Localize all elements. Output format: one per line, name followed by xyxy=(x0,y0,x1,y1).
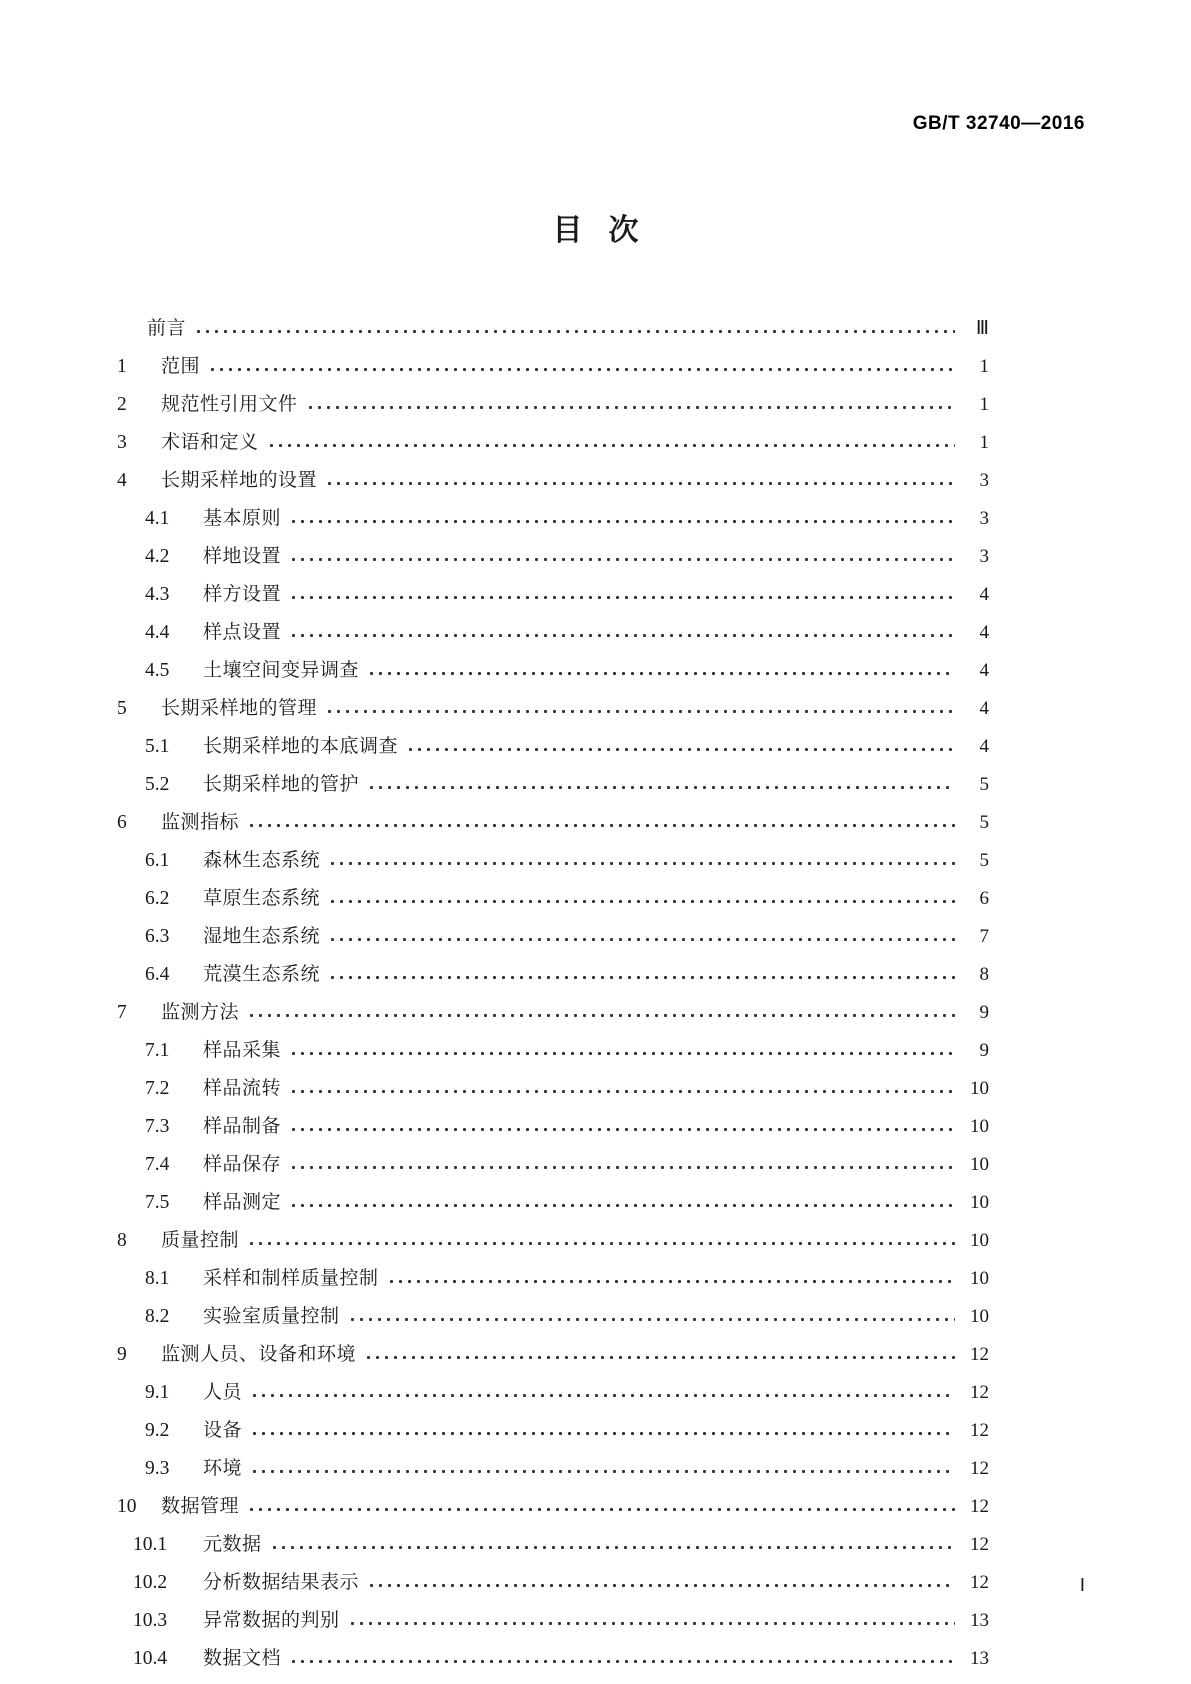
toc-entry-number: 7.2 xyxy=(145,1077,170,1099)
toc-entry-page: 12 xyxy=(970,1496,989,1517)
toc-entry-number: 4.2 xyxy=(145,545,170,567)
toc-leader-dots xyxy=(269,443,955,448)
toc-leader-dots xyxy=(327,481,955,486)
toc-entry-number: 7.5 xyxy=(145,1191,170,1213)
toc-entry-page: 9 xyxy=(979,1040,989,1061)
toc-entry-page: 4 xyxy=(979,622,989,643)
toc-entry-page: 12 xyxy=(970,1382,989,1403)
toc-entry-page: 5 xyxy=(979,850,989,871)
toc-leader-dots xyxy=(291,1165,955,1170)
toc-leader-dots xyxy=(308,405,955,410)
toc-entry[interactable] xyxy=(117,528,989,566)
toc-entry[interactable] xyxy=(117,1516,989,1554)
toc-entry-label: 异常数据的判别 xyxy=(203,1609,340,1631)
toc-entry[interactable] xyxy=(117,414,989,452)
toc-leader-dots xyxy=(249,1013,955,1018)
toc-entry-page: 12 xyxy=(970,1344,989,1365)
toc-entry-number: 6 xyxy=(117,811,127,833)
toc-leader-dots xyxy=(272,1545,955,1550)
toc-entry-label: 样点设置 xyxy=(203,621,282,643)
toc-entry-label: 基本原则 xyxy=(203,507,282,529)
toc-entry-number: 4.1 xyxy=(145,507,170,529)
toc-entry-page: 10 xyxy=(970,1268,989,1289)
toc-leader-dots xyxy=(252,1431,955,1436)
toc-entry[interactable] xyxy=(117,946,989,984)
toc-entry-page: 3 xyxy=(979,508,989,529)
toc-entry-label: 设备 xyxy=(203,1419,243,1441)
toc-entry-number: 6.2 xyxy=(145,887,170,909)
toc-entry-page: 12 xyxy=(970,1534,989,1555)
toc-leader-dots xyxy=(249,823,955,828)
toc-leader-dots xyxy=(291,633,955,638)
toc-leader-dots xyxy=(330,861,955,866)
toc-entry-label: 森林生态系统 xyxy=(203,849,321,871)
toc-entry-label: 长期采样地的管理 xyxy=(161,697,318,719)
toc-entry-number: 5 xyxy=(117,697,127,719)
footer-page-number: Ⅰ xyxy=(1079,1575,1085,1595)
toc-entry[interactable] xyxy=(117,566,989,604)
toc-entry[interactable] xyxy=(117,452,989,490)
toc-entry-page: 10 xyxy=(970,1078,989,1099)
toc-entry[interactable] xyxy=(117,1364,989,1402)
toc-leader-dots xyxy=(291,519,955,524)
toc-leader-dots xyxy=(330,899,955,904)
toc-entry[interactable] xyxy=(117,756,989,794)
toc-entry[interactable] xyxy=(117,604,989,642)
toc-entry-number: 10 xyxy=(117,1495,137,1517)
toc-leader-dots xyxy=(196,329,955,334)
toc-entry-number: 8.2 xyxy=(145,1305,170,1327)
toc-entry[interactable] xyxy=(117,1212,989,1250)
toc-entry[interactable] xyxy=(117,490,989,528)
toc-entry-number: 4.4 xyxy=(145,621,170,643)
toc-entry[interactable] xyxy=(117,1592,989,1630)
toc-entry-label: 湿地生态系统 xyxy=(203,925,321,947)
toc-entry-page: 5 xyxy=(979,774,989,795)
toc-entry-page: 13 xyxy=(970,1610,989,1631)
toc-entry-page: 4 xyxy=(979,660,989,681)
toc-entry[interactable] xyxy=(117,718,989,756)
toc-entry-label: 数据文档 xyxy=(203,1647,282,1669)
toc-entry-label: 范围 xyxy=(161,355,201,377)
toc-entry[interactable] xyxy=(117,1630,989,1668)
toc-entry[interactable] xyxy=(117,1554,989,1592)
toc-entry-page: 10 xyxy=(970,1306,989,1327)
toc-leader-dots xyxy=(291,1659,955,1664)
toc-entry-label: 监测指标 xyxy=(161,811,240,833)
toc-entry-number: 1 xyxy=(117,355,127,377)
table-of-contents xyxy=(117,300,989,1668)
toc-entry-page: 12 xyxy=(970,1572,989,1593)
toc-leader-dots xyxy=(291,1051,955,1056)
toc-leader-dots xyxy=(252,1469,955,1474)
toc-entry[interactable] xyxy=(117,1022,989,1060)
toc-entry-number: 10.2 xyxy=(133,1571,168,1593)
toc-entry-label: 监测人员、设备和环境 xyxy=(161,1343,357,1365)
toc-entry-page: 10 xyxy=(970,1116,989,1137)
toc-entry-label: 长期采样地的本底调查 xyxy=(203,735,399,757)
toc-entry[interactable] xyxy=(117,1098,989,1136)
toc-leader-dots xyxy=(210,367,955,372)
toc-entry[interactable] xyxy=(117,1060,989,1098)
toc-entry-label: 样地设置 xyxy=(203,545,282,567)
toc-entry-page: 1 xyxy=(979,432,989,453)
toc-entry-number: 4.5 xyxy=(145,659,170,681)
toc-entry-number: 8 xyxy=(117,1229,127,1251)
toc-entry[interactable] xyxy=(117,338,989,376)
toc-leader-dots xyxy=(389,1279,955,1284)
toc-entry-number: 3 xyxy=(117,431,127,453)
toc-entry-number: 9.1 xyxy=(145,1381,170,1403)
toc-entry[interactable] xyxy=(117,1440,989,1478)
toc-entry-label: 样品制备 xyxy=(203,1115,282,1137)
toc-entry-page: 1 xyxy=(979,356,989,377)
toc-entry-label: 样品采集 xyxy=(203,1039,282,1061)
toc-entry-label: 样品测定 xyxy=(203,1191,282,1213)
toc-leader-dots xyxy=(291,1089,955,1094)
toc-entry-number: 5.1 xyxy=(145,735,170,757)
toc-entry-number: 6.4 xyxy=(145,963,170,985)
toc-leader-dots xyxy=(369,671,955,676)
toc-entry-page: 12 xyxy=(970,1458,989,1479)
toc-entry-label: 数据管理 xyxy=(161,1495,240,1517)
toc-leader-dots xyxy=(291,1203,955,1208)
toc-entry-page: 4 xyxy=(979,698,989,719)
toc-entry[interactable] xyxy=(117,1136,989,1174)
toc-leader-dots xyxy=(369,1583,955,1588)
toc-entry-label: 规范性引用文件 xyxy=(161,393,298,415)
toc-entry-label: 样方设置 xyxy=(203,583,282,605)
toc-entry[interactable] xyxy=(117,1478,989,1516)
toc-entry[interactable] xyxy=(117,1326,989,1364)
toc-entry-page: 3 xyxy=(979,546,989,567)
toc-entry-number: 10.1 xyxy=(133,1533,168,1555)
toc-entry-page: 1 xyxy=(979,394,989,415)
toc-entry-number: 8.1 xyxy=(145,1267,170,1289)
toc-entry[interactable] xyxy=(117,1250,989,1288)
toc-entry-label: 质量控制 xyxy=(161,1229,240,1251)
toc-entry-label: 分析数据结果表示 xyxy=(203,1571,360,1593)
toc-entry[interactable] xyxy=(117,984,989,1022)
toc-entry-page: 5 xyxy=(979,812,989,833)
toc-entry-page: 10 xyxy=(970,1230,989,1251)
toc-entry-number: 7 xyxy=(117,1001,127,1023)
toc-entry[interactable] xyxy=(117,794,989,832)
toc-entry-label: 人员 xyxy=(203,1381,243,1403)
toc-entry-number: 2 xyxy=(117,393,127,415)
toc-entry-number: 6.1 xyxy=(145,849,170,871)
toc-entry[interactable] xyxy=(117,908,989,946)
toc-entry-number: 4.3 xyxy=(145,583,170,605)
toc-entry-number: 5.2 xyxy=(145,773,170,795)
toc-entry-label: 监测方法 xyxy=(161,1001,240,1023)
toc-entry-label: 样品流转 xyxy=(203,1077,282,1099)
page-title: 目次 xyxy=(552,213,665,248)
toc-entry-page: 10 xyxy=(970,1192,989,1213)
toc-leader-dots xyxy=(350,1621,955,1626)
toc-leader-dots xyxy=(327,709,955,714)
toc-entry-label: 实验室质量控制 xyxy=(203,1305,340,1327)
toc-entry-number: 7.4 xyxy=(145,1153,170,1175)
toc-leader-dots xyxy=(408,747,955,752)
toc-entry[interactable] xyxy=(117,300,989,338)
toc-entry-label: 长期采样地的管护 xyxy=(203,773,360,795)
toc-entry-number: 10.4 xyxy=(133,1647,168,1669)
standard-code-header: GB/T 32740—2016 xyxy=(912,113,1085,134)
toc-entry[interactable] xyxy=(117,1174,989,1212)
toc-entry-page: 4 xyxy=(979,584,989,605)
toc-entry-label: 前言 xyxy=(147,317,187,339)
toc-entry[interactable] xyxy=(117,1288,989,1326)
toc-entry-number: 9 xyxy=(117,1343,127,1365)
toc-entry-number: 7.3 xyxy=(145,1115,170,1137)
toc-entry[interactable] xyxy=(117,680,989,718)
toc-leader-dots xyxy=(249,1507,955,1512)
toc-entry-page: 4 xyxy=(979,736,989,757)
toc-entry-page: 6 xyxy=(979,888,989,909)
toc-leader-dots xyxy=(291,595,955,600)
toc-entry-label: 元数据 xyxy=(203,1533,262,1555)
toc-entry-label: 草原生态系统 xyxy=(203,887,321,909)
toc-leader-dots xyxy=(291,557,955,562)
toc-entry-number: 7.1 xyxy=(145,1039,170,1061)
toc-entry[interactable] xyxy=(117,376,989,414)
toc-entry[interactable] xyxy=(117,642,989,680)
toc-leader-dots xyxy=(369,785,955,790)
toc-entry-label: 环境 xyxy=(203,1457,243,1479)
toc-entry-page: 10 xyxy=(970,1154,989,1175)
toc-entry[interactable] xyxy=(117,870,989,908)
toc-entry-label: 长期采样地的设置 xyxy=(161,469,318,491)
toc-leader-dots xyxy=(291,1127,955,1132)
toc-entry-label: 荒漠生态系统 xyxy=(203,963,321,985)
toc-entry-number: 10.3 xyxy=(133,1609,168,1631)
toc-entry-number: 4 xyxy=(117,469,127,491)
toc-entry-page: 8 xyxy=(979,964,989,985)
toc-entry-page: 7 xyxy=(979,926,989,947)
toc-leader-dots xyxy=(252,1393,955,1398)
toc-entry-label: 术语和定义 xyxy=(161,431,259,453)
toc-entry-page: 9 xyxy=(979,1002,989,1023)
toc-leader-dots xyxy=(330,937,955,942)
toc-entry-page: Ⅲ xyxy=(975,318,989,339)
toc-entry-label: 土壤空间变异调查 xyxy=(203,659,360,681)
toc-entry-number: 9.2 xyxy=(145,1419,170,1441)
toc-entry-page: 3 xyxy=(979,470,989,491)
toc-entry-number: 9.3 xyxy=(145,1457,170,1479)
toc-entry-label: 采样和制样质量控制 xyxy=(203,1267,379,1289)
toc-entry-number: 6.3 xyxy=(145,925,170,947)
toc-entry[interactable] xyxy=(117,832,989,870)
toc-leader-dots xyxy=(366,1355,955,1360)
toc-entry-page: 12 xyxy=(970,1420,989,1441)
toc-leader-dots xyxy=(350,1317,955,1322)
toc-entry[interactable] xyxy=(117,1402,989,1440)
toc-leader-dots xyxy=(249,1241,955,1246)
toc-entry-page: 13 xyxy=(970,1648,989,1669)
toc-leader-dots xyxy=(330,975,955,980)
toc-entry-label: 样品保存 xyxy=(203,1153,282,1175)
